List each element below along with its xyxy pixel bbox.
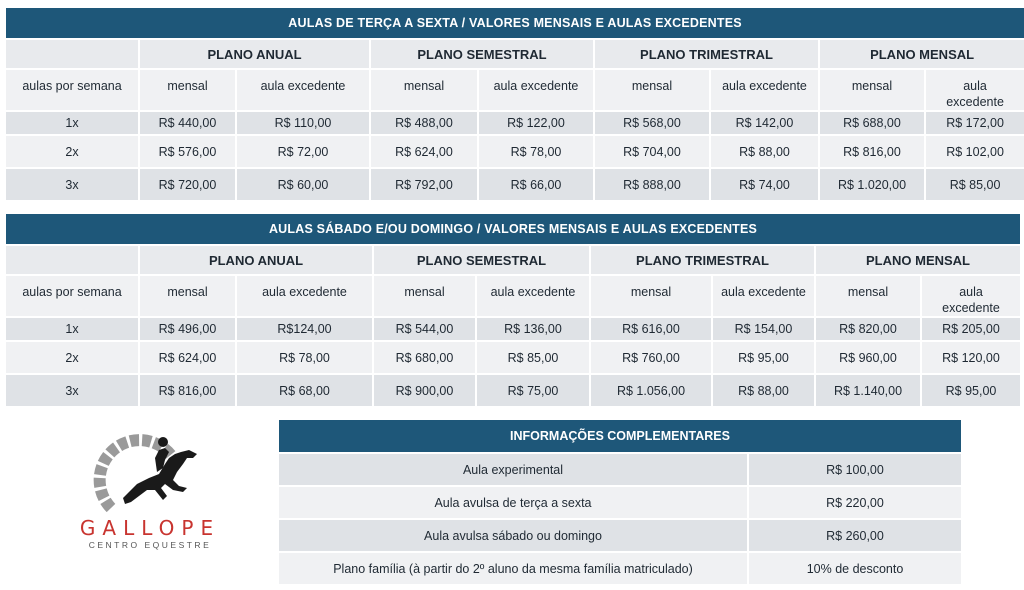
info-row xyxy=(279,520,961,551)
info-title: INFORMAÇÕES COMPLEMENTARES xyxy=(279,420,961,452)
info-value: R$ 260,00 xyxy=(749,520,961,551)
weekend-price-table xyxy=(4,212,1022,408)
price-cell: R$ 102,00 xyxy=(926,136,1024,167)
col-excedente: aula excedente xyxy=(477,276,589,316)
col-mensal: mensal xyxy=(374,276,475,316)
plan-trimestral-header: PLANO TRIMESTRAL xyxy=(591,246,814,274)
row-label: 3x xyxy=(6,375,138,406)
price-cell: R$ 816,00 xyxy=(820,136,924,167)
horse-jumper-icon xyxy=(93,428,203,516)
price-cell: R$ 624,00 xyxy=(371,136,477,167)
plan-trimestral-header: PLANO TRIMESTRAL xyxy=(595,40,818,68)
price-cell: R$ 122,00 xyxy=(479,112,593,134)
price-cell: R$ 66,00 xyxy=(479,169,593,200)
corner-cell xyxy=(6,246,138,274)
price-cell: R$ 568,00 xyxy=(595,112,709,134)
plan-mensal-header: PLANO MENSAL xyxy=(816,246,1020,274)
brand-name: GALLOPE xyxy=(79,516,221,540)
row-header-label: aulas por semana xyxy=(6,276,138,316)
price-cell: R$ 120,00 xyxy=(922,342,1020,373)
row-label: 2x xyxy=(6,342,138,373)
price-cell: R$ 624,00 xyxy=(140,342,235,373)
info-row xyxy=(279,454,961,485)
price-cell: R$ 85,00 xyxy=(926,169,1024,200)
col-excedente: aula excedente xyxy=(479,70,593,110)
price-cell: R$ 488,00 xyxy=(371,112,477,134)
col-mensal: mensal xyxy=(371,70,477,110)
price-cell: R$ 68,00 xyxy=(237,375,372,406)
brand-subtitle: CENTRO EQUESTRE xyxy=(88,540,212,550)
weekend-table-title: AULAS SÁBADO E/OU DOMINGO / VALORES MENSAIS E AULAS EXCEDENTES xyxy=(6,214,1020,244)
price-cell: R$ 760,00 xyxy=(591,342,711,373)
price-cell: R$ 1.140,00 xyxy=(816,375,920,406)
info-value: 10% de desconto xyxy=(749,553,961,584)
price-cell: R$ 75,00 xyxy=(477,375,589,406)
info-value: R$ 220,00 xyxy=(749,487,961,518)
price-cell: R$ 85,00 xyxy=(477,342,589,373)
price-cell: R$ 60,00 xyxy=(237,169,369,200)
price-cell: R$ 900,00 xyxy=(374,375,475,406)
col-mensal: mensal xyxy=(140,70,235,110)
table-row xyxy=(6,169,1024,200)
col-mensal: mensal xyxy=(595,70,709,110)
price-cell: R$ 95,00 xyxy=(713,342,814,373)
weekday-table-title: AULAS DE TERÇA A SEXTA / VALORES MENSAIS E AULAS EXCEDENTES xyxy=(6,8,1024,38)
price-cell: R$ 792,00 xyxy=(371,169,477,200)
price-cell: R$ 688,00 xyxy=(820,112,924,134)
table-row xyxy=(6,342,1020,373)
col-mensal: mensal xyxy=(140,276,235,316)
plan-anual-header: PLANO ANUAL xyxy=(140,246,372,274)
price-cell: R$ 88,00 xyxy=(711,136,818,167)
plan-semestral-header: PLANO SEMESTRAL xyxy=(374,246,589,274)
info-label: Aula avulsa de terça a sexta xyxy=(279,487,747,518)
price-cell: R$ 720,00 xyxy=(140,169,235,200)
price-cell: R$ 616,00 xyxy=(591,318,711,340)
table-row xyxy=(6,375,1020,406)
price-cell: R$ 680,00 xyxy=(374,342,475,373)
price-cell: R$ 888,00 xyxy=(595,169,709,200)
price-cell: R$ 544,00 xyxy=(374,318,475,340)
price-cell: R$124,00 xyxy=(237,318,372,340)
col-excedente: aula excedente xyxy=(713,276,814,316)
plan-mensal-header: PLANO MENSAL xyxy=(820,40,1024,68)
plan-semestral-header: PLANO SEMESTRAL xyxy=(371,40,593,68)
price-cell: R$ 142,00 xyxy=(711,112,818,134)
info-label: Aula avulsa sábado ou domingo xyxy=(279,520,747,551)
col-excedente: aula excedente xyxy=(926,70,1024,110)
info-row xyxy=(279,553,961,584)
info-label: Aula experimental xyxy=(279,454,747,485)
row-label: 2x xyxy=(6,136,138,167)
col-excedente: aula excedente xyxy=(922,276,1020,316)
col-mensal: mensal xyxy=(591,276,711,316)
price-cell: R$ 704,00 xyxy=(595,136,709,167)
price-cell: R$ 78,00 xyxy=(237,342,372,373)
col-excedente: aula excedente xyxy=(237,70,369,110)
info-row xyxy=(279,487,961,518)
price-cell: R$ 154,00 xyxy=(713,318,814,340)
price-cell: R$ 820,00 xyxy=(816,318,920,340)
price-cell: R$ 496,00 xyxy=(140,318,235,340)
price-cell: R$ 136,00 xyxy=(477,318,589,340)
row-label: 1x xyxy=(6,112,138,134)
info-value: R$ 100,00 xyxy=(749,454,961,485)
row-label: 3x xyxy=(6,169,138,200)
row-header-label: aulas por semana xyxy=(6,70,138,110)
price-cell: R$ 576,00 xyxy=(140,136,235,167)
price-cell: R$ 172,00 xyxy=(926,112,1024,134)
plan-anual-header: PLANO ANUAL xyxy=(140,40,369,68)
col-excedente: aula excedente xyxy=(711,70,818,110)
table-row xyxy=(6,318,1020,340)
price-cell: R$ 110,00 xyxy=(237,112,369,134)
price-cell: R$ 78,00 xyxy=(479,136,593,167)
corner-cell xyxy=(6,40,138,68)
table-row xyxy=(6,136,1024,167)
price-cell: R$ 1.056,00 xyxy=(591,375,711,406)
price-cell: R$ 960,00 xyxy=(816,342,920,373)
price-cell: R$ 205,00 xyxy=(922,318,1020,340)
gallope-logo xyxy=(55,428,245,558)
price-cell: R$ 74,00 xyxy=(711,169,818,200)
price-cell: R$ 440,00 xyxy=(140,112,235,134)
col-mensal: mensal xyxy=(820,70,924,110)
info-label: Plano família (à partir do 2º aluno da mesma família matriculado) xyxy=(279,553,747,584)
row-label: 1x xyxy=(6,318,138,340)
weekday-price-table xyxy=(4,6,1024,202)
table-row xyxy=(6,112,1024,134)
col-mensal: mensal xyxy=(816,276,920,316)
price-cell: R$ 816,00 xyxy=(140,375,235,406)
price-cell: R$ 72,00 xyxy=(237,136,369,167)
price-cell: R$ 88,00 xyxy=(713,375,814,406)
info-table xyxy=(277,418,963,586)
price-cell: R$ 95,00 xyxy=(922,375,1020,406)
price-cell: R$ 1.020,00 xyxy=(820,169,924,200)
col-excedente: aula excedente xyxy=(237,276,372,316)
